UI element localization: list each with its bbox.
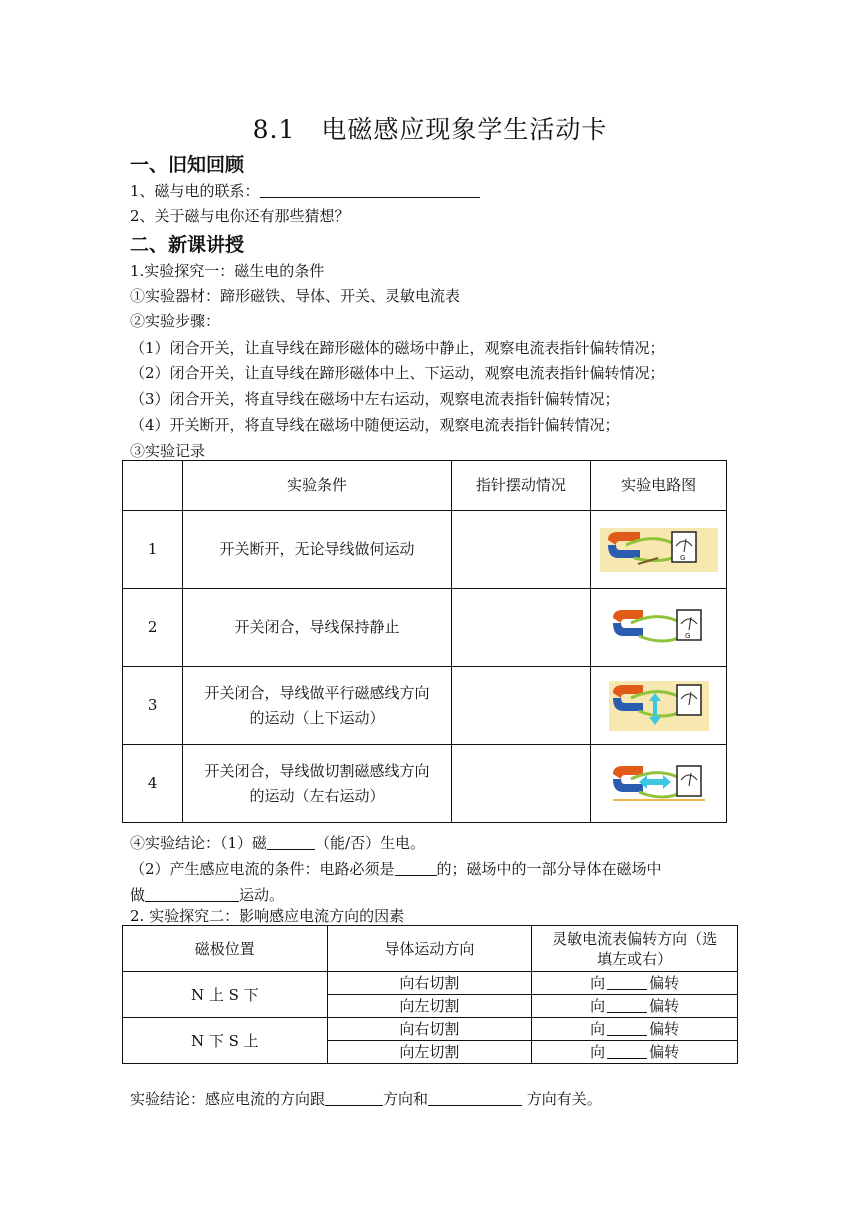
row-condition xyxy=(183,589,451,667)
dir-post: 偏转 xyxy=(649,1020,680,1038)
magnet-circuit-diagram-icon xyxy=(609,762,709,806)
current-direction-table xyxy=(122,925,738,1064)
circuit-cell xyxy=(591,745,727,823)
deflection-cell xyxy=(532,972,738,995)
header-deflection-line: 灵敏电流表偏转方向（选 xyxy=(552,929,718,948)
header-pole-position: 磁极位置 xyxy=(123,926,328,972)
table-row xyxy=(123,745,727,823)
table-row xyxy=(123,972,738,995)
dir-pre: 向 xyxy=(590,1020,606,1038)
motion-direction-cell: 向左切割 xyxy=(327,995,532,1018)
pole-position-cell: N 下 S 上 xyxy=(123,1018,328,1064)
condition-line: 开关闭合，导线保持静止 xyxy=(234,618,400,636)
conclusion-text: 实验结论：感应电流的方向跟 xyxy=(130,1090,326,1108)
answer-blank[interactable] xyxy=(607,1021,647,1036)
question-2: 2、关于磁与电你还有那些猜想？ xyxy=(130,207,350,225)
dir-post: 偏转 xyxy=(649,974,680,992)
step-3: （3）闭合开关，将直导线在磁场中左右运动，观察电流表指针偏转情况； xyxy=(130,390,620,408)
pointer-answer-cell[interactable] xyxy=(451,667,591,745)
header-deflection xyxy=(532,926,738,972)
steps-label: ②实验步骤： xyxy=(130,312,221,330)
dir-pre: 向 xyxy=(590,974,606,992)
dir-post: 偏转 xyxy=(649,997,680,1015)
motion-direction-cell: 向左切割 xyxy=(327,1041,532,1064)
conclusion-text: （2）产生感应电流的条件：电路必须是 xyxy=(130,860,395,878)
table-row xyxy=(123,589,727,667)
deflection-cell xyxy=(532,1041,738,1064)
dir-post: 偏转 xyxy=(649,1043,680,1061)
answer-blank[interactable] xyxy=(607,998,647,1013)
question-1 xyxy=(130,180,480,201)
magnet-circuit-diagram-icon xyxy=(600,528,718,572)
experiment-record-table xyxy=(122,460,727,823)
question-1-text: 1、磁与电的联系： xyxy=(130,182,260,200)
svg-text:G: G xyxy=(684,631,691,640)
conclusion-text: 做 xyxy=(130,886,146,904)
row-number: 4 xyxy=(123,745,183,823)
table-header-row xyxy=(123,926,738,972)
header-pointer: 指针摆动情况 xyxy=(451,461,591,511)
conclusion-1c xyxy=(130,884,284,905)
table-row xyxy=(123,667,727,745)
answer-blank[interactable] xyxy=(428,1090,522,1106)
magnet-circuit-diagram-icon xyxy=(609,606,709,650)
answer-blank[interactable] xyxy=(607,1044,647,1059)
conclusion-text: （能/否）生电。 xyxy=(315,834,426,852)
row-condition xyxy=(183,511,451,589)
condition-line: 开关断开，无论导线做何运动 xyxy=(219,540,415,558)
answer-blank[interactable] xyxy=(395,860,437,876)
header-circuit: 实验电路图 xyxy=(591,461,727,511)
step-4: （4）开关断开，将直导线在磁场中随便运动，观察电流表指针偏转情况； xyxy=(130,416,620,434)
deflection-cell xyxy=(532,995,738,1018)
answer-blank[interactable] xyxy=(267,834,315,850)
row-condition xyxy=(183,745,451,823)
conclusion-text: 方向有关。 xyxy=(522,1090,602,1108)
left-right-arrow-icon xyxy=(639,775,671,789)
condition-line: 开关闭合，导线做平行磁感线方向 xyxy=(204,683,430,702)
pole-position-cell: N 上 S 下 xyxy=(123,972,328,1018)
record-label: ③实验记录 xyxy=(130,442,206,460)
table-header-row xyxy=(123,461,727,511)
row-number: 1 xyxy=(123,511,183,589)
conclusion-1a xyxy=(130,832,425,853)
header-condition: 实验条件 xyxy=(183,461,451,511)
circuit-cell xyxy=(591,667,727,745)
condition-line: 的运动（上下运动） xyxy=(249,708,385,727)
pointer-answer-cell[interactable] xyxy=(451,589,591,667)
pointer-answer-cell[interactable] xyxy=(451,511,591,589)
step-2: （2）闭合开关，让直导线在蹄形磁体中上、下运动，观察电流表指针偏转情况； xyxy=(130,364,665,382)
conclusion-2 xyxy=(130,1088,602,1109)
motion-direction-cell: 向右切割 xyxy=(327,972,532,995)
step-1: （1）闭合开关，让直导线在蹄形磁体的磁场中静止，观察电流表指针偏转情况； xyxy=(130,339,665,357)
header-index xyxy=(123,461,183,511)
answer-blank[interactable] xyxy=(607,975,647,990)
conclusion-text: ④实验结论：（1）磁 xyxy=(130,834,268,852)
magnet-circuit-diagram-icon xyxy=(609,681,709,731)
answer-blank[interactable] xyxy=(325,1090,383,1106)
row-number: 3 xyxy=(123,667,183,745)
motion-direction-cell: 向右切割 xyxy=(327,1018,532,1041)
section-heading-new-lesson: 二、新课讲授 xyxy=(130,234,245,256)
svg-text:G: G xyxy=(679,553,686,562)
pointer-answer-cell[interactable] xyxy=(451,745,591,823)
table-row xyxy=(123,1018,738,1041)
dir-pre: 向 xyxy=(590,1043,606,1061)
page-title: 8.1 电磁感应现象学生活动卡 xyxy=(252,115,608,144)
row-condition xyxy=(183,667,451,745)
deflection-cell xyxy=(532,1018,738,1041)
circuit-cell xyxy=(591,589,727,667)
condition-line: 的运动（左右运动） xyxy=(249,786,385,805)
circuit-cell xyxy=(591,511,727,589)
conclusion-text: 运动。 xyxy=(239,886,285,904)
table-row xyxy=(123,511,727,589)
conclusion-text: 的；磁场中的一部分导体在磁场中 xyxy=(436,860,662,878)
answer-blank[interactable] xyxy=(145,886,239,902)
conclusion-1b xyxy=(130,858,662,879)
conclusion-text: 方向和 xyxy=(383,1090,429,1108)
answer-blank[interactable] xyxy=(260,182,480,198)
row-number: 2 xyxy=(123,589,183,667)
section-heading-review: 一、旧知回顾 xyxy=(130,154,245,176)
experiment-1-title: 1.实验探究一：磁生电的条件 xyxy=(130,262,325,280)
experiment-2-title: 2. 实验探究二：影响感应电流方向的因素 xyxy=(130,907,405,925)
equipment-line: ①实验器材：蹄形磁铁、导体、开关、灵敏电流表 xyxy=(130,287,461,305)
condition-line: 开关闭合，导线做切割磁感线方向 xyxy=(204,761,430,780)
header-deflection-line: 填左或右） xyxy=(597,949,673,968)
dir-pre: 向 xyxy=(590,997,606,1015)
header-motion-direction: 导体运动方向 xyxy=(327,926,532,972)
